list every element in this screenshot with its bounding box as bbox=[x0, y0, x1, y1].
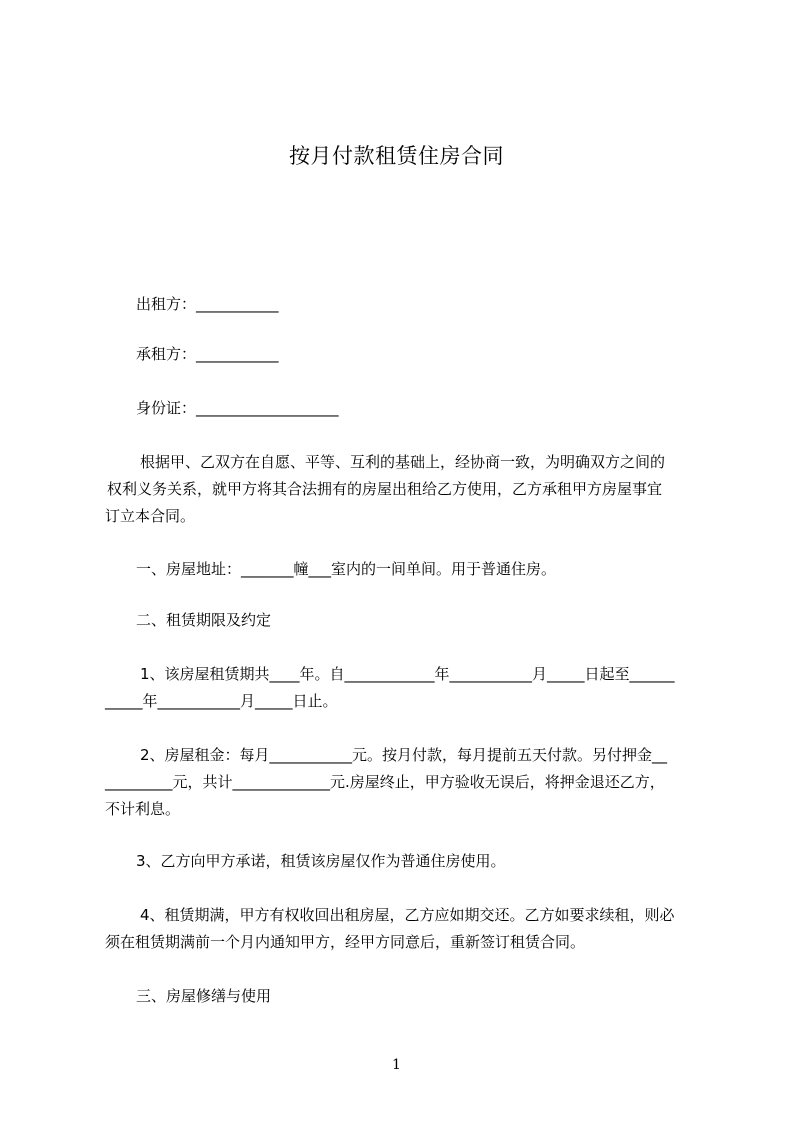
intro-line-3: 订立本合同。 bbox=[105, 507, 196, 525]
page-number: 1 bbox=[392, 1057, 401, 1073]
intro-line-1: 根据甲、乙双方在自愿、平等、互利的基础上，经协商一致，为明确双方之间的 bbox=[140, 453, 666, 471]
clause-2-line-3: 不计利息。 bbox=[105, 800, 181, 818]
lessee-line: 承租方：___________ bbox=[136, 345, 279, 363]
clause-3: 3、乙方向甲方承诺，租赁该房屋仅作为普通住房使用。 bbox=[136, 852, 506, 870]
section-2-heading: 二、租赁期限及约定 bbox=[136, 611, 272, 629]
section-1-address: 一、房屋地址：_______幢___室内的一间单间。用于普通住房。 bbox=[136, 560, 557, 578]
lessor-line: 出租方：___________ bbox=[136, 295, 279, 313]
intro-line-2: 权利义务关系，就甲方将其合法拥有的房屋出租给乙方使用，乙方承租甲方房屋事宜 bbox=[107, 480, 663, 498]
document-title: 按月付款租赁住房合同 bbox=[289, 144, 504, 168]
section-3-heading: 三、房屋修缮与使用 bbox=[136, 987, 272, 1005]
clause-1-line-2: _____年___________月_____日止。 bbox=[105, 692, 338, 710]
clause-2-line-1: 2、房屋租金：每月___________元。按月付款，每月提前五天付款。另付押金__ bbox=[140, 746, 668, 764]
clause-4-line-2: 须在租赁期满前一个月内通知甲方，经甲方同意后，重新签订租赁合同。 bbox=[105, 933, 586, 951]
clause-1-line-1: 1、该房屋租赁期共____年。自____________年___________月_____日起至______ bbox=[140, 665, 675, 683]
clause-2-line-2: _________元，共计_____________元.房屋终止，甲方验收无误后，将押金退还乙方， bbox=[105, 773, 665, 791]
clause-4-line-1: 4、租赁期满，甲方有权收回出租房屋，乙方应如期交还。乙方如要求续租，则必 bbox=[140, 906, 675, 924]
id-card-line: 身份证：___________________ bbox=[136, 399, 339, 417]
